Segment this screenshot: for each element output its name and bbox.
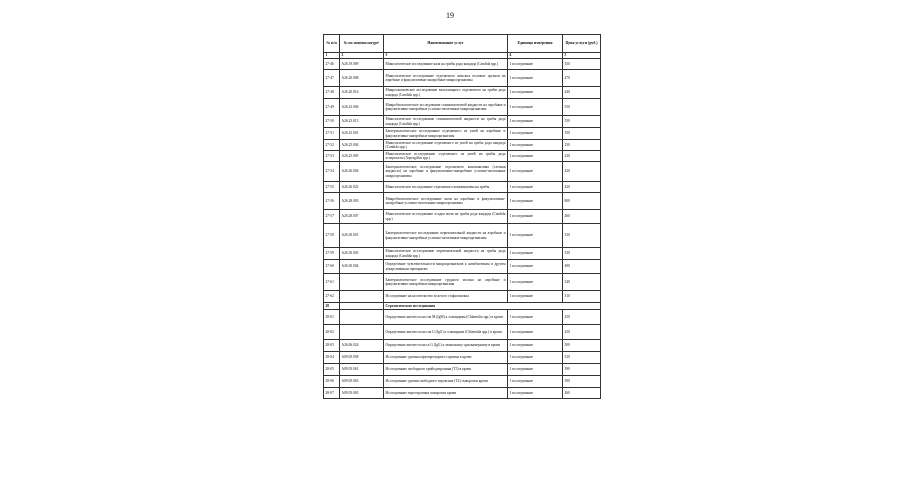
cell-number: 27-57	[324, 210, 340, 224]
cell-code	[340, 291, 384, 303]
cell-service-name: Исследование уровня паратиреоидного гормона в крови	[384, 352, 508, 364]
column-index: 4	[508, 53, 563, 59]
cell-number: 27-55	[324, 182, 340, 193]
cell-service-name: Микологическое исследование отделяемого из ушей на грибы рода аспергиллы (Aspergillus spp.)	[385, 151, 506, 160]
cell-number: 27-58	[324, 224, 340, 248]
cell-code: A26.25.001	[340, 128, 384, 140]
cell-unit: 1 исследование	[508, 182, 563, 193]
cell-service-name: Микологическое исследование осадка мочи на грибы рода кандида (Candida spp.)	[384, 210, 508, 224]
cell-code: A26.30.004	[340, 260, 384, 274]
table-row	[324, 364, 601, 376]
cell-service-name: Определение антител классов G (IgG) к хламидиям (Chlamidia spp.) в крови	[384, 325, 508, 340]
cell-unit: 1 исследование	[508, 340, 563, 352]
cell-unit: 1 исследование	[508, 260, 563, 274]
cell-unit: 1 исследование	[508, 325, 563, 340]
cell-price: 260	[563, 210, 601, 224]
cell-price: 800	[563, 193, 601, 210]
cell-price: 350	[563, 128, 601, 140]
table-row	[324, 140, 601, 151]
cell-service-name: Определение чувствительности микроорганизмов к антибиотикам и другим лекарственным препаратам	[384, 260, 508, 274]
cell-number: 27-56	[324, 193, 340, 210]
table-row	[324, 182, 601, 193]
table-row	[324, 59, 601, 70]
cell-price: 250	[563, 310, 601, 325]
cell-code: A26.20.016	[340, 87, 384, 99]
page-number: 19	[446, 11, 454, 20]
cell-code: A26.30.003	[340, 248, 384, 260]
cell-price: 310	[563, 291, 601, 303]
cell-code: A09.05.061	[340, 364, 384, 376]
cell-code: A26.25.005	[340, 151, 384, 162]
table-body	[324, 59, 601, 399]
cell-number: 28-03	[324, 340, 340, 352]
cell-code: A09.05.065	[340, 388, 384, 399]
cell-code: A26.20.008	[340, 70, 384, 87]
cell-unit: 1 исследование	[508, 116, 563, 128]
cell-number: 27-61	[324, 274, 340, 291]
table-row	[324, 128, 601, 140]
cell-number: 27-60	[324, 260, 340, 274]
cell-service-name: Исследование на носительство золотого стафилококка	[384, 291, 508, 303]
cell-unit: 1 исследование	[508, 70, 563, 87]
section-row	[324, 303, 601, 310]
cell-code	[340, 325, 384, 340]
cell-price: 550	[563, 99, 601, 116]
cell-unit: 1 исследование	[508, 193, 563, 210]
cell-code: A26.28.007	[340, 210, 384, 224]
cell-service-name: Микробиологическое исследование мочи на аэробные и факультативно-анаэробные условно-патогенные микроорганизмы	[384, 193, 508, 210]
table-row	[324, 352, 601, 364]
cell-price: 420	[563, 182, 601, 193]
cell-unit: 1 исследование	[508, 291, 563, 303]
cell-price: 230	[563, 151, 601, 162]
table-row	[324, 224, 601, 248]
table-row	[324, 260, 601, 274]
table-row	[324, 151, 601, 162]
header-no: № п/п	[324, 35, 340, 53]
cell-code: A26.06.024	[340, 340, 384, 352]
cell-price: 550	[563, 116, 601, 128]
section-spacer	[340, 303, 384, 310]
cell-number: 27-54	[324, 162, 340, 182]
cell-service-name: Определение антител классов M (IgM) к хламидиям (Chlamidia spp.) в крови	[384, 310, 508, 325]
header-unit: Единица измерения	[508, 35, 563, 53]
section-number: 28	[324, 303, 340, 310]
table-row	[324, 376, 601, 388]
cell-unit: 1 исследование	[508, 310, 563, 325]
cell-code: A26.26.004	[340, 162, 384, 182]
table-row	[324, 340, 601, 352]
table-row	[324, 291, 601, 303]
column-index: 2	[340, 53, 384, 59]
cell-price: 440	[563, 87, 601, 99]
cell-service-name: Микологическое исследование перитонеальной жидкости на грибы рода кандида (Candida spp.)	[385, 249, 506, 258]
table-row	[324, 116, 601, 128]
cell-service-name: Бактериологическое исследование отделяемого из ушей на аэробные и факультативно-анаэробные микроорганизмы	[385, 129, 506, 138]
cell-number: 27-48	[324, 87, 340, 99]
cell-number: 28-04	[324, 352, 340, 364]
column-index: 1	[324, 53, 340, 59]
cell-unit: 1 исследование	[508, 364, 563, 376]
cell-service-name: Исследование уровня свободного тироксина (Т4) сыворотки крови	[384, 376, 508, 388]
cell-service-name: Микологическое исследование отделяемого конъюнктивы на грибы	[384, 182, 508, 193]
cell-code: A26.19.009	[340, 59, 384, 70]
cell-code: A26.23.013	[340, 116, 384, 128]
cell-code	[340, 310, 384, 325]
cell-unit: 1 исследование	[508, 140, 563, 151]
cell-service-name: Бактериологическое исследование перитонеальной жидкости на аэробные и факультативно-анаэробные условно-патогенные микроорганизмы	[384, 224, 508, 248]
cell-price: 520	[563, 352, 601, 364]
table-row	[324, 99, 601, 116]
cell-price: 420	[563, 162, 601, 182]
cell-service-name: Определение антител класса G (IgG) к эхинококку однокамерному в крови	[384, 340, 508, 352]
cell-service-name: Исследование тиреотропина сыворотки крови	[384, 388, 508, 399]
cell-code: A26.25.004	[340, 140, 384, 151]
cell-number: 28-06	[324, 376, 340, 388]
cell-unit: 1 исследование	[508, 352, 563, 364]
cell-unit: 1 исследование	[508, 388, 563, 399]
table-row	[324, 87, 601, 99]
cell-number: 28-07	[324, 388, 340, 399]
table-row	[324, 210, 601, 224]
cell-unit: 1 исследование	[508, 210, 563, 224]
cell-number: 27-46	[324, 59, 340, 70]
cell-number: 28-01	[324, 310, 340, 325]
cell-unit: 1 исследование	[508, 162, 563, 182]
cell-price: 340	[563, 274, 601, 291]
cell-code: A26.30.001	[340, 224, 384, 248]
cell-number: 27-49	[324, 99, 340, 116]
cell-unit: 1 исследование	[508, 59, 563, 70]
table-row	[324, 388, 601, 399]
cell-unit: 1 исследование	[508, 99, 563, 116]
cell-number: 27-47	[324, 70, 340, 87]
header-code: № по номенклатуре¹	[340, 35, 384, 53]
cell-unit: 1 исследование	[508, 224, 563, 248]
cell-number: 27-51	[324, 128, 340, 140]
cell-service-name: Микологическое исследование отделяемого женских половых органов на аэробные и факультативно-анаэробные микроорганизмы	[384, 70, 508, 87]
cell-unit: 1 исследование	[508, 248, 563, 260]
cell-price: 330	[563, 248, 601, 260]
table-row	[324, 162, 601, 182]
cell-unit: 1 исследование	[508, 87, 563, 99]
table-row	[324, 325, 601, 340]
cell-price: 390	[563, 376, 601, 388]
cell-price: 250	[563, 325, 601, 340]
cell-price: 470	[563, 70, 601, 87]
cell-code: A26.26.022	[340, 182, 384, 193]
table-row	[324, 248, 601, 260]
section-title: Серологические исследования	[384, 303, 601, 310]
cell-number: 27-52	[324, 140, 340, 151]
header-price: Цена услуги (руб.)	[563, 35, 601, 53]
cell-service-name: Микологическое исследование отделяемого из ушей на грибы рода кандида (Candida spp.)	[385, 140, 506, 149]
cell-unit: 1 исследование	[508, 128, 563, 140]
cell-price: 230	[563, 140, 601, 151]
cell-number: 27-50	[324, 116, 340, 128]
cell-service-name: Микроскопическое исследование влагалищного отделяемого на грибы рода кандида (Candida spp.)	[385, 88, 506, 97]
cell-code: A26.23.006	[340, 99, 384, 116]
cell-price: 260	[563, 388, 601, 399]
table-row	[324, 193, 601, 210]
cell-price: 490	[563, 260, 601, 274]
table-row	[324, 70, 601, 87]
cell-service-name: Исследование свободного трийодтиронина (Т3) в крови	[384, 364, 508, 376]
cell-number: 27-59	[324, 248, 340, 260]
cell-service-name: Бактериологическое исследование отделяемого конъюнктивы (слезная жидкость) на аэробные и факультативно-анаэробные условно-патогенные микроорганизмы	[384, 162, 508, 182]
cell-price: 390	[563, 364, 601, 376]
cell-service-name: Микологическое исследование спинномозговой жидкости на грибы рода кандида (Candida spp.)	[385, 117, 506, 126]
cell-code: A09.05.058	[340, 352, 384, 364]
header-name: Наименование услуг	[384, 35, 508, 53]
column-index: 5	[563, 53, 601, 59]
cell-number: 27-53	[324, 151, 340, 162]
cell-number: 28-02	[324, 325, 340, 340]
cell-service-name: Микологическое исследование кала на грибы рода кандида (Candida spp.)	[384, 59, 508, 70]
column-index: 3	[384, 53, 508, 59]
cell-code: A26.28.003	[340, 193, 384, 210]
cell-number: 28-05	[324, 364, 340, 376]
cell-code: A09.05.063	[340, 376, 384, 388]
cell-unit: 1 исследование	[508, 274, 563, 291]
cell-service-name: Микробиологическое исследование спинномозговой жидкости на аэробные и факультативно-анаэробные условно-патогенные микроорганизмы	[384, 99, 508, 116]
cell-price: 500	[563, 340, 601, 352]
table-row	[324, 310, 601, 325]
table-row	[324, 274, 601, 291]
cell-unit: 1 исследование	[508, 376, 563, 388]
cell-unit: 1 исследование	[508, 151, 563, 162]
cell-service-name: Бактериологическое исследование грудного молока на аэробные и факультативно-анаэробные микроорганизмы	[384, 274, 508, 291]
cell-number: 27-62	[324, 291, 340, 303]
cell-code	[340, 274, 384, 291]
cell-price: 330	[563, 224, 601, 248]
table-header-row	[324, 35, 601, 53]
cell-price: 550	[563, 59, 601, 70]
price-list-table	[323, 34, 601, 399]
